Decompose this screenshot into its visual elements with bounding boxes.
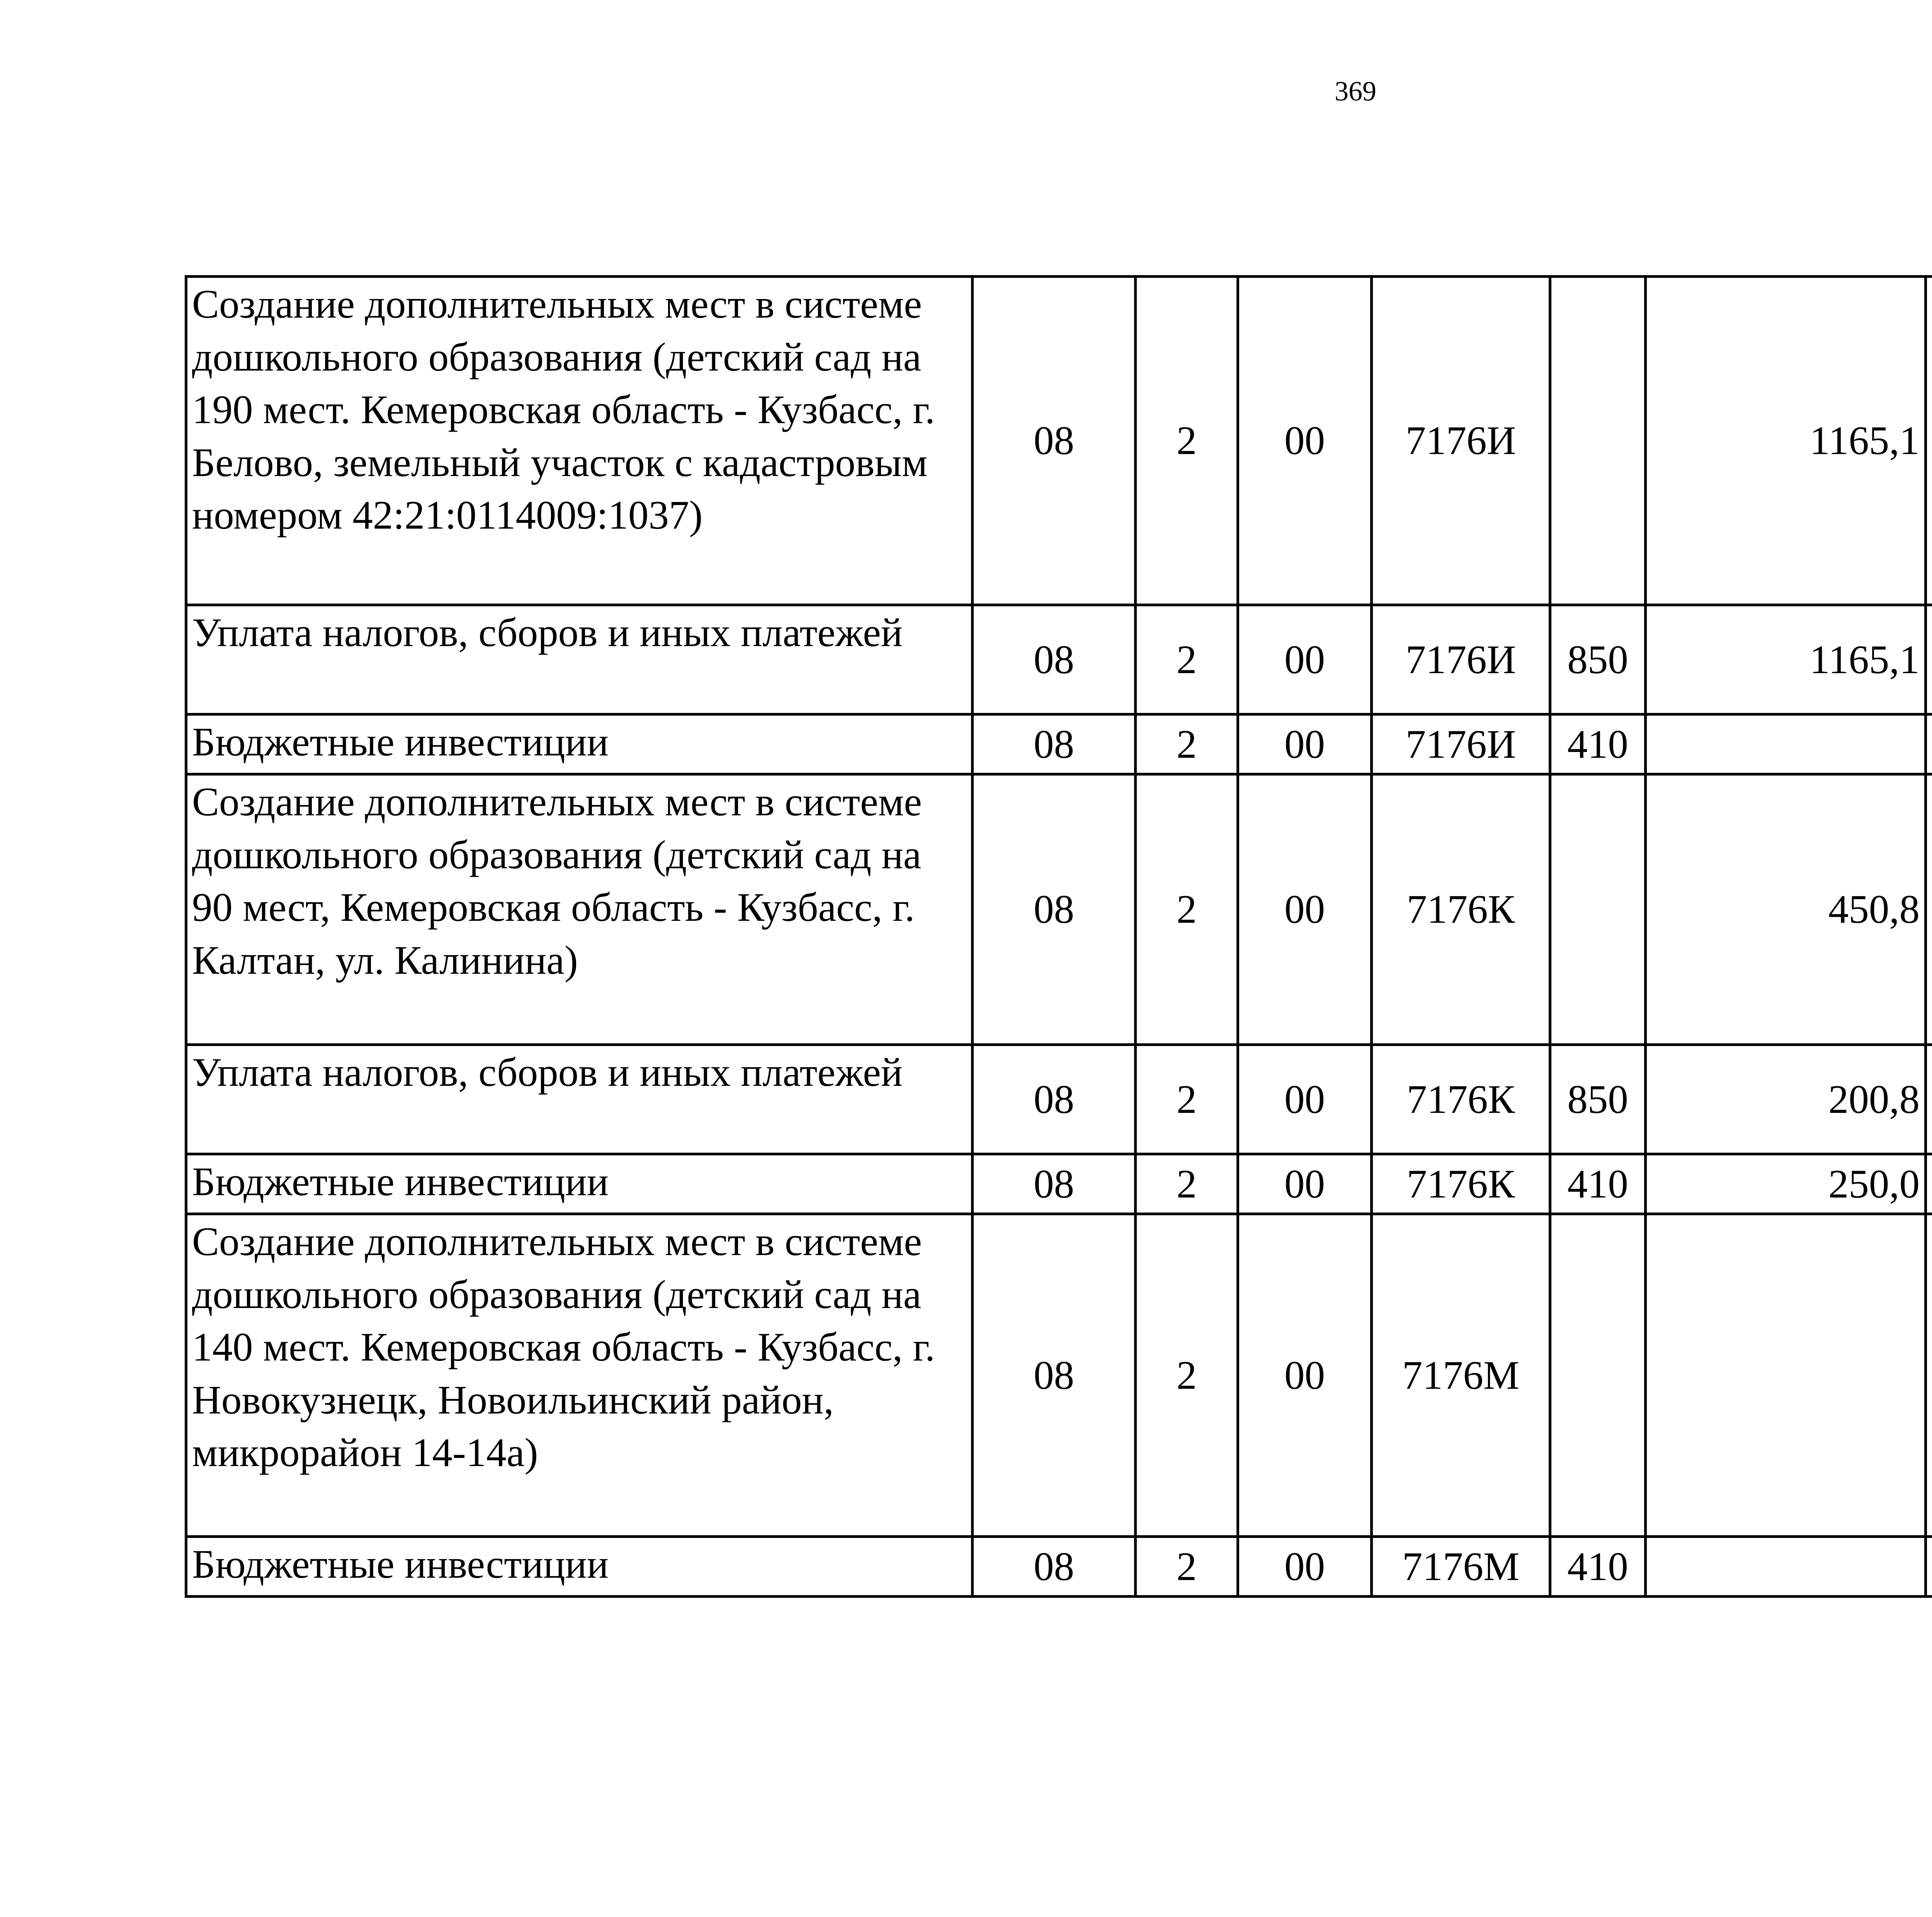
- amount-year-2: [1926, 1214, 1932, 1537]
- program-code: 00: [1238, 1045, 1372, 1154]
- subsection-code: 2: [1136, 774, 1238, 1045]
- amount-year-2: [1926, 605, 1932, 714]
- program-code: 00: [1238, 1214, 1372, 1537]
- expense-type-code: 410: [1550, 1537, 1646, 1597]
- row-name: Бюджетные инвестиции: [186, 1154, 973, 1214]
- expense-type-code: 410: [1550, 714, 1646, 774]
- subsection-code: 2: [1136, 714, 1238, 774]
- amount-year-2: [1926, 1537, 1932, 1597]
- section-code: 08: [973, 277, 1136, 605]
- amount-year-1: [1646, 1214, 1926, 1537]
- table-row: [186, 1154, 1932, 1214]
- target-article-code: 7176И: [1372, 714, 1550, 774]
- expense-type-code: 850: [1550, 605, 1646, 714]
- target-article-code: 7176К: [1372, 774, 1550, 1045]
- table-row: [186, 1537, 1932, 1597]
- table-row: [186, 277, 1932, 605]
- program-code: 00: [1238, 714, 1372, 774]
- page-number: 369: [1335, 76, 1376, 107]
- amount-year-2: [1926, 774, 1932, 1045]
- expense-type-code: [1550, 774, 1646, 1045]
- amount-year-1: [1646, 714, 1926, 774]
- program-code: 00: [1238, 1537, 1372, 1597]
- row-name: Уплата налогов, сборов и иных платежей: [186, 605, 973, 714]
- target-article-code: 7176М: [1372, 1214, 1550, 1537]
- budget-table: [185, 275, 1932, 1598]
- program-code: 00: [1238, 774, 1372, 1045]
- amount-year-1: [1646, 1537, 1926, 1597]
- subsection-code: 2: [1136, 1045, 1238, 1154]
- target-article-code: 7176М: [1372, 1537, 1550, 1597]
- table-row: [186, 1045, 1932, 1154]
- row-name: Создание дополнительных мест в системе дошкольного образования (детский сад на 190 мест. Кемеровская область - Кузбасс, г. Белово, земельный участок с кадастровым номером 42:21:0114009:1037): [186, 277, 973, 605]
- subsection-code: 2: [1136, 277, 1238, 605]
- amount-year-2: [1926, 1154, 1932, 1214]
- row-name: Бюджетные инвестиции: [186, 714, 973, 774]
- subsection-code: 2: [1136, 605, 1238, 714]
- section-code: 08: [973, 605, 1136, 714]
- row-name: Создание дополнительных мест в системе дошкольного образования (детский сад на 140 мест. Кемеровская область - Кузбасс, г. Новокузнецк, Новоильинский район, микрорайон 14-14а): [186, 1214, 973, 1537]
- section-code: 08: [973, 1154, 1136, 1214]
- amount-year-2: [1926, 1045, 1932, 1154]
- amount-year-2: [1926, 714, 1932, 774]
- table-row: [186, 605, 1932, 714]
- target-article-code: 7176К: [1372, 1154, 1550, 1214]
- section-code: 08: [973, 1045, 1136, 1154]
- section-code: 08: [973, 1214, 1136, 1537]
- program-code: 00: [1238, 277, 1372, 605]
- amount-year-1: 250,0: [1646, 1154, 1926, 1214]
- section-code: 08: [973, 1537, 1136, 1597]
- subsection-code: 2: [1136, 1214, 1238, 1537]
- expense-type-code: [1550, 277, 1646, 605]
- table-row: [186, 714, 1932, 774]
- subsection-code: 2: [1136, 1154, 1238, 1214]
- amount-year-1: 1165,1: [1646, 605, 1926, 714]
- section-code: 08: [973, 714, 1136, 774]
- amount-year-1: 450,8: [1646, 774, 1926, 1045]
- target-article-code: 7176И: [1372, 605, 1550, 714]
- expense-type-code: 410: [1550, 1154, 1646, 1214]
- subsection-code: 2: [1136, 1537, 1238, 1597]
- table-row: [186, 1214, 1932, 1537]
- amount-year-1: 200,8: [1646, 1045, 1926, 1154]
- section-code: 08: [973, 774, 1136, 1045]
- target-article-code: 7176К: [1372, 1045, 1550, 1154]
- amount-year-1: 1165,1: [1646, 277, 1926, 605]
- expense-type-code: [1550, 1214, 1646, 1537]
- program-code: 00: [1238, 605, 1372, 714]
- row-name: Создание дополнительных мест в системе дошкольного образования (детский сад на 90 мест, Кемеровская область - Кузбасс, г. Калтан, ул. Калинина): [186, 774, 973, 1045]
- expense-type-code: 850: [1550, 1045, 1646, 1154]
- program-code: 00: [1238, 1154, 1372, 1214]
- table-row: [186, 774, 1932, 1045]
- row-name: Уплата налогов, сборов и иных платежей: [186, 1045, 973, 1154]
- amount-year-2: [1926, 277, 1932, 605]
- target-article-code: 7176И: [1372, 277, 1550, 605]
- row-name: Бюджетные инвестиции: [186, 1537, 973, 1597]
